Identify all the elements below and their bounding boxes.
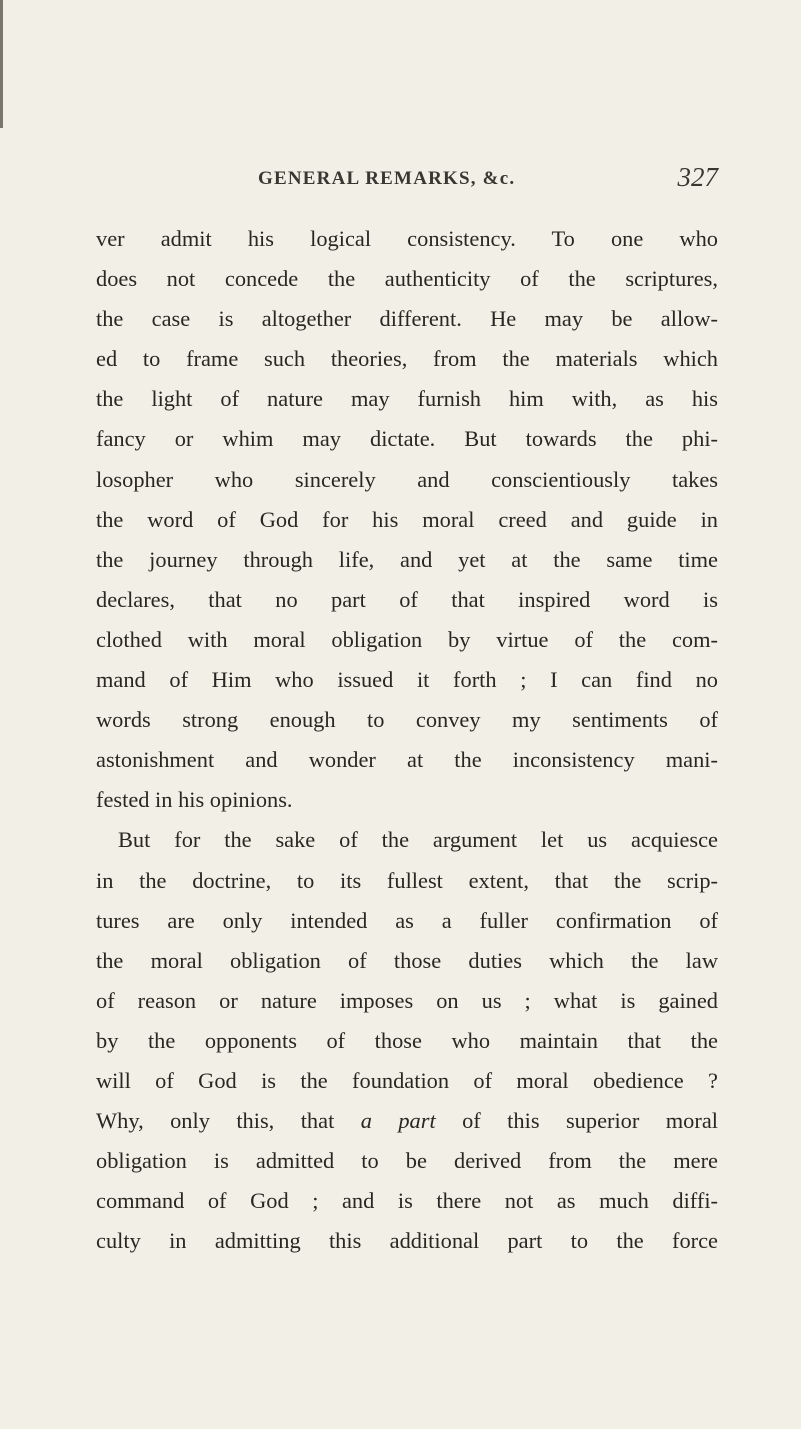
text-line: the case is altogether different. He may be allow- xyxy=(96,306,718,332)
text-line: will of God is the foundation of moral obedience ? xyxy=(96,1067,718,1093)
text-fragment: of this superior moral xyxy=(435,1108,718,1134)
text-line: fancy or whim may dictate. But towards the phi- xyxy=(96,426,718,452)
text-line: the moral obligation of those duties which the law xyxy=(96,947,718,973)
text-line: mand of Him who issued it forth ; I can find no xyxy=(96,667,718,693)
text-line: words strong enough to convey my sentiments of xyxy=(96,707,718,733)
page-number: 327 xyxy=(677,162,718,192)
text-line-with-italic xyxy=(96,1101,718,1141)
text-line: command of God ; and is there not as much diffi- xyxy=(96,1188,718,1214)
text-line: tures are only intended as a fuller confirmation of xyxy=(96,907,718,933)
text-line: the journey through life, and yet at the same time xyxy=(96,546,718,572)
text-line: in the doctrine, to its fullest extent, that the scrip- xyxy=(96,867,718,893)
body-text xyxy=(96,219,718,1261)
text-line: astonishment and wonder at the inconsistency mani- xyxy=(96,747,718,773)
running-head-title: GENERAL REMARKS, &c. xyxy=(258,168,516,189)
paragraph-start-line: But for the sake of the argument let us acquiesce xyxy=(118,827,718,853)
running-head xyxy=(258,160,718,196)
text-line: clothed with moral obligation by virtue of the com- xyxy=(96,626,718,652)
text-fragment: Why, only this, that xyxy=(96,1108,361,1134)
page-edge-shadow xyxy=(0,0,3,128)
text-line: obligation is admitted to be derived from the mere xyxy=(96,1148,718,1174)
text-line: the word of God for his moral creed and guide in xyxy=(96,506,718,532)
text-line: the light of nature may furnish him with, as his xyxy=(96,386,718,412)
text-line: ver admit his logical consistency. To one who xyxy=(96,226,718,251)
text-line: by the opponents of those who maintain that the xyxy=(96,1027,718,1053)
text-line: of reason or nature imposes on us ; what is gained xyxy=(96,987,718,1013)
paragraph-end-line: fested in his opinions. xyxy=(96,787,293,813)
text-line: does not concede the authenticity of the scriptures, xyxy=(96,266,718,292)
text-line: culty in admitting this additional part to the force xyxy=(96,1228,718,1254)
text-line: losopher who sincerely and conscientiously takes xyxy=(96,466,718,492)
text-line: ed to frame such theories, from the materials which xyxy=(96,346,718,372)
text-line: declares, that no part of that inspired word is xyxy=(96,586,718,612)
italic-phrase: a part xyxy=(360,1108,436,1134)
